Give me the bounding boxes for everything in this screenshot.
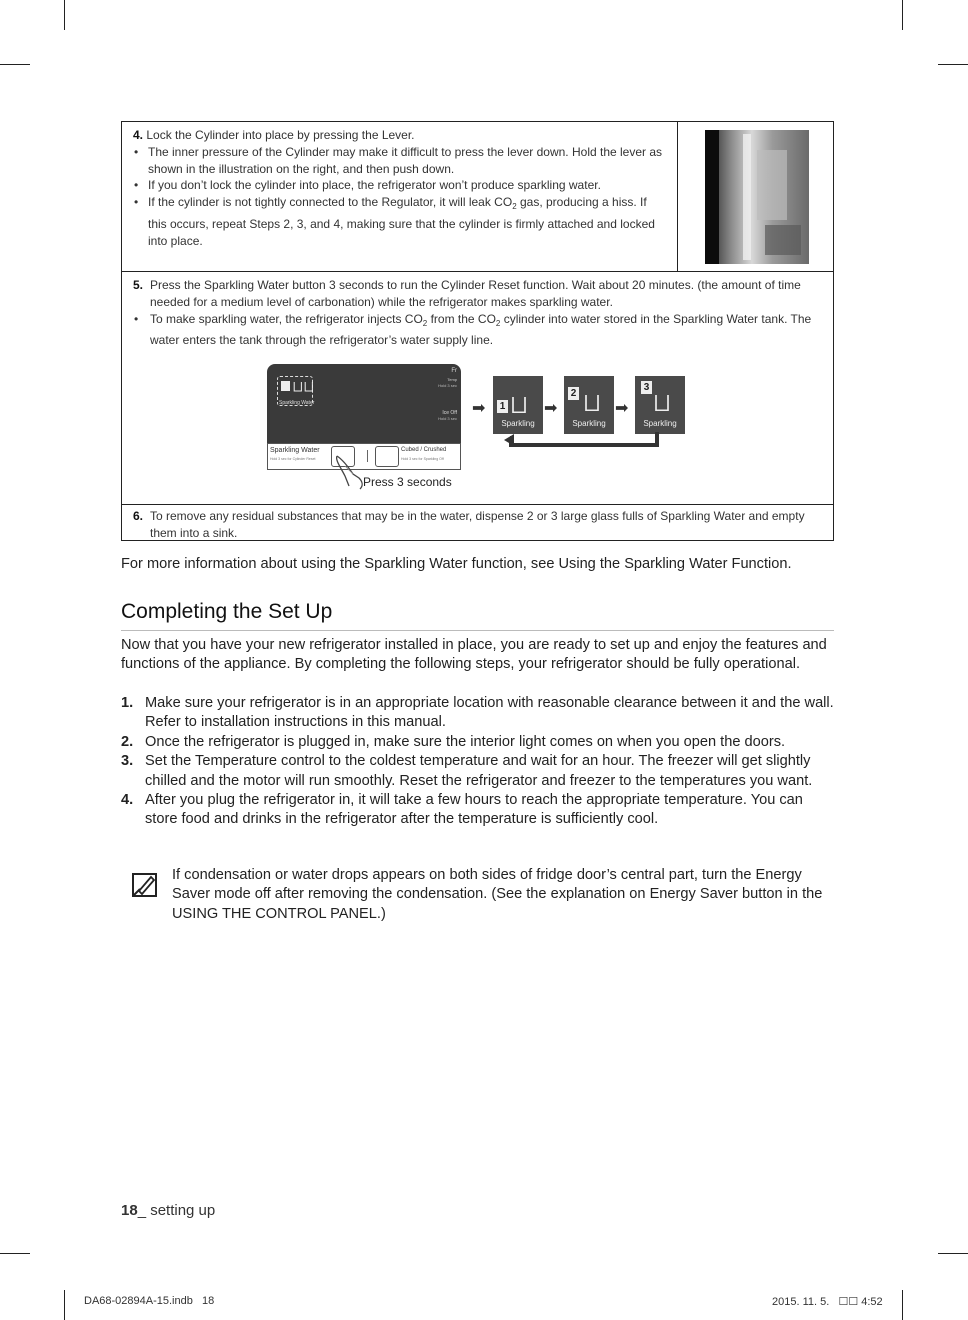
section-intro: Now that you have your new refrigerator installed in place, you are ready to set up and enjoy the features and functions of the appliance. By completing the following steps, your refrigerator should be fully operational. — [121, 637, 827, 673]
step-4-bullet-3: • If the cylinder is not tightly connected to the Regulator, it will leak $CO_2$ gas, producing a hiss. If this occurs, repeat Steps 2, 3, and 4, making sure that the cylinder is firmly attached and locked into place. — [133, 194, 663, 249]
step-5-row — [122, 272, 833, 505]
page-number: 18 — [121, 1202, 138, 1219]
crop-mark — [0, 1253, 30, 1254]
page-footer — [121, 1202, 215, 1219]
panel-side-bottom-top: Ice Off — [442, 410, 457, 416]
cell-divider — [677, 122, 678, 271]
crop-mark — [64, 0, 65, 30]
step-1-label: Sparkling — [501, 419, 535, 428]
arrow-right-icon: ➡ — [472, 400, 486, 417]
cup-icon: ⨆ — [654, 392, 670, 414]
step-2-badge: 2 — [568, 387, 579, 400]
panel-cup-icon-2: ⨆ — [304, 379, 314, 393]
section-title-rule — [121, 630, 834, 631]
list-item: 2. Once the refrigerator is plugged in, make sure the interior light comes on when you open the doors. — [121, 733, 786, 750]
step-6-number: 6. — [133, 509, 144, 523]
step-6-body: To remove any residual substances that may be in the water, dispense 2 or 3 large glass fulls of Sparkling Water and empty them into a sink. — [150, 509, 805, 540]
panel-side-mid: Temp — [447, 377, 457, 382]
arrow-right-icon: ➡ — [544, 400, 558, 417]
cup-icon: ⨆ — [511, 394, 527, 416]
step-5-bullet: • To make sparkling water, the refrigerator injects $CO_2$ from the $CO_2$ cylinder into water stored in the Sparkling Water tank. The water enters the tank through the refrigerator’s water supply line. — [133, 311, 813, 350]
crop-mark — [902, 0, 903, 30]
print-date: 2015. 11. 5. ☐☐ 4:52 — [772, 1296, 883, 1308]
panel-side-top: Fr — [451, 368, 457, 374]
step-4-bullet-2: • If you don’t lock the cylinder into place, the refrigerator won’t produce sparkling water. — [133, 177, 663, 194]
crop-mark — [938, 64, 968, 65]
step-2-label: Sparkling — [572, 419, 606, 428]
cubed-crushed-button[interactable] — [375, 446, 399, 467]
cubed-crushed-button-sublabel: Hold 3 sec for Sparkling Off — [401, 457, 444, 461]
lever-photo — [705, 130, 809, 264]
cycle-return-arrow-icon — [504, 432, 664, 452]
step-5-text — [133, 277, 813, 349]
sparkling-water-button-sublabel: Hold 3 sec for Cylinder Reset — [270, 457, 316, 461]
step-4-number: 4. — [133, 128, 144, 142]
cubed-crushed-button-label: Cubed / Crushed — [401, 447, 447, 453]
crop-mark — [902, 1290, 903, 1320]
step-3-badge: 3 — [641, 381, 652, 394]
step-4-row — [122, 122, 833, 272]
step-6-text — [133, 508, 823, 542]
step-4-text — [133, 127, 663, 250]
note-icon — [131, 871, 159, 899]
section-title: Completing the Set Up — [121, 600, 333, 623]
panel-icon-label: Sparkling Water — [279, 400, 315, 406]
arrow-right-icon: ➡ — [615, 400, 629, 417]
panel-side-bottom: Hold 3 sec — [438, 416, 457, 421]
step-4-bullet-1: • The inner pressure of the Cylinder may make it difficult to press the lever down. Hold the lever as shown in the illustration on the right, and then push down. — [133, 144, 663, 178]
note-text: If condensation or water drops appears on both sides of fridge door’s central part, turn the Energy Saver mode off after removing the condensation. (See the explanation on Energy Saver button in the USING THE CONTROL PANEL.) — [172, 867, 823, 922]
list-item: 3. Set the Temperature control to the coldest temperature and wait for an hour. The freezer will get slightly chilled and the motor will run smoothly. Reset the refrigerator and freezer to the temperatures you want. — [121, 753, 813, 789]
panel-number-icon — [281, 381, 290, 391]
page-label: _ setting up — [137, 1202, 216, 1219]
list-item: 4. After you plug the refrigerator in, it will take a few hours to reach the appropriate temperature. You can store food and drinks in the refrigerator after the temperature is sufficiently cool. — [121, 792, 803, 828]
list-item: 1. Make sure your refrigerator is in an appropriate location with reasonable clearance between it and the wall. Refer to installation instructions in this manual. — [121, 695, 834, 731]
setup-steps-list — [121, 694, 836, 830]
step-5-body: Press the Sparkling Water button 3 seconds to run the Cylinder Reset function. Wait about 20 minutes. (the amount of time needed for a medium level of carbonation) while the refrigerator makes sparkling water. — [150, 278, 801, 309]
step-6-row — [122, 505, 833, 541]
instruction-table — [121, 121, 834, 541]
cup-icon: ⨆ — [584, 392, 600, 414]
crop-mark — [0, 64, 30, 65]
step-3-label: Sparkling — [643, 419, 677, 428]
crop-mark — [938, 1253, 968, 1254]
finger-icon — [333, 454, 367, 490]
step-5-number: 5. — [133, 278, 144, 292]
more-info-text: For more information about using the Sparkling Water function, see Using the Sparkling Water Function. — [121, 556, 792, 572]
step-4-title: Lock the Cylinder into place by pressing the Lever. — [146, 128, 415, 142]
sparkling-water-button-label: Sparkling Water — [270, 447, 320, 454]
panel-divider — [367, 450, 368, 462]
step-1-badge: 1 — [497, 400, 508, 413]
crop-mark — [64, 1290, 65, 1320]
print-file-info: DA68-02894A-15.indb 18 — [84, 1295, 215, 1307]
press-3-seconds-label: Press 3 seconds — [363, 475, 452, 489]
panel-side-mid2: Hold 3 sec — [438, 383, 457, 388]
control-panel-illustration — [267, 364, 461, 470]
panel-cup-icon: ⨆ — [293, 379, 303, 393]
